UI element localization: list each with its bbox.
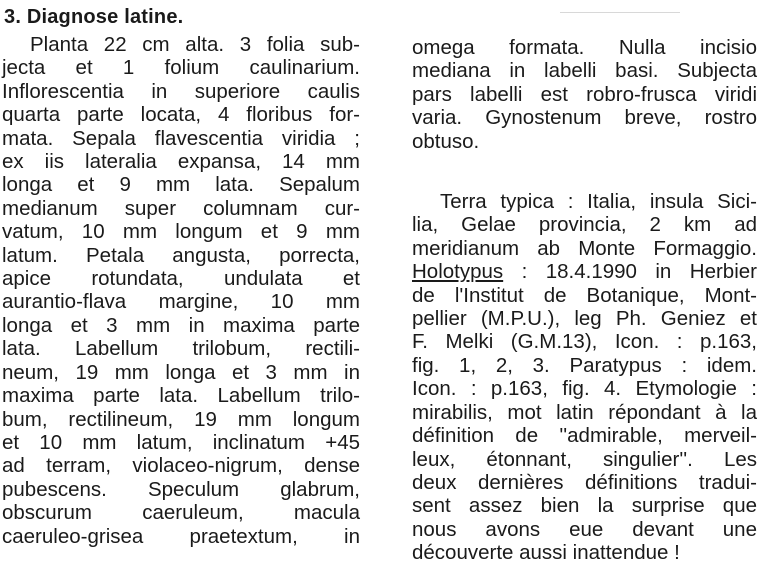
text-line: obtuso. <box>412 129 480 153</box>
text-line: et 10 mm latum, inclinatum +45 <box>2 430 360 454</box>
right-column <box>412 36 757 565</box>
text-line: bum, rectilineum, 19 mm longum <box>2 407 360 431</box>
text-line: mirabilis, mot latin répondant à la <box>412 400 757 424</box>
text-line: ad terram, violaceo-nigrum, dense <box>2 454 360 478</box>
text-line: pellier (M.P.U.), leg Ph. Geniez et <box>412 307 757 331</box>
paragraph-gap <box>412 153 757 190</box>
text-line: jecta et 1 folium caulinarium. <box>2 56 360 80</box>
text-line: maxima parte lata. Labellum trilo- <box>2 384 360 408</box>
text-line: meridianum ab Monte Formaggio. <box>412 236 757 260</box>
left-column <box>2 33 360 548</box>
text-line: lata. Labellum trilobum, rectili- <box>2 337 360 361</box>
text-line: nous avons eue devant une <box>412 517 757 541</box>
text-line: omega formata. Nulla incisio <box>412 36 757 59</box>
text-line: longa et 3 mm in maxima parte <box>2 313 360 337</box>
text-line: découverte aussi inattendue ! <box>412 541 680 565</box>
holotypus-label: Holotypus <box>412 260 504 284</box>
text-line: définition de ''admirable, merveil- <box>412 424 757 448</box>
section-heading: 3. Diagnose latine. <box>4 6 184 28</box>
text-line: F. Melki (G.M.13), Icon. : p.163, <box>412 330 757 354</box>
scan-artifact-line <box>560 12 680 13</box>
text-line: sent assez bien la surprise que <box>412 494 757 518</box>
text-line: neum, 19 mm longa et 3 mm in <box>2 360 360 384</box>
text-line: caeruleo-grisea praetextum, in <box>2 524 360 548</box>
text-line: quarta parte locata, 4 floribus for- <box>2 103 360 127</box>
text-line: pubescens. Speculum glabrum, <box>2 477 360 501</box>
holotypus-line: Holotypus : 18.4.1990 in Herbier <box>412 260 757 284</box>
text-line: apice rotundata, undulata et <box>2 267 360 291</box>
text-line: mediana in labelli basi. Subjecta <box>412 59 757 83</box>
text-line: medianum super columnam cur- <box>2 196 360 220</box>
text-line: mata. Sepala flavescentia viridia ; <box>2 126 360 150</box>
text-line: fig. 1, 2, 3. Paratypus : idem. <box>412 353 757 377</box>
text-line: latum. Petala angusta, porrecta, <box>2 243 360 267</box>
text-line: lia, Gelae provincia, 2 km ad <box>412 213 757 237</box>
text-line: ex iis lateralia expansa, 14 mm <box>2 150 360 174</box>
text-line: pars labelli est robro-frusca viridi <box>412 82 757 106</box>
text-line: vatum, 10 mm longum et 9 mm <box>2 220 360 244</box>
text-line: aurantio-flava margine, 10 mm <box>2 290 360 314</box>
text-line: de l'Institut de Botanique, Mont- <box>412 283 757 307</box>
text-line: obscurum caeruleum, macula <box>2 501 360 525</box>
text-line: Icon. : p.163, fig. 4. Etymologie : <box>412 377 757 401</box>
text-line: longa et 9 mm lata. Sepalum <box>2 173 360 197</box>
text-line: deux dernières définitions tradui- <box>412 470 757 494</box>
text-line: Planta 22 cm alta. 3 folia sub- <box>30 33 360 56</box>
text-line: Inflorescentia in superiore caulis <box>2 79 360 103</box>
text-line: leux, étonnant, singulier''. Les <box>412 447 757 471</box>
text-line: Terra typica : Italia, insula Sici- <box>440 190 757 214</box>
text-line: varia. Gynostenum breve, rostro <box>412 106 757 130</box>
